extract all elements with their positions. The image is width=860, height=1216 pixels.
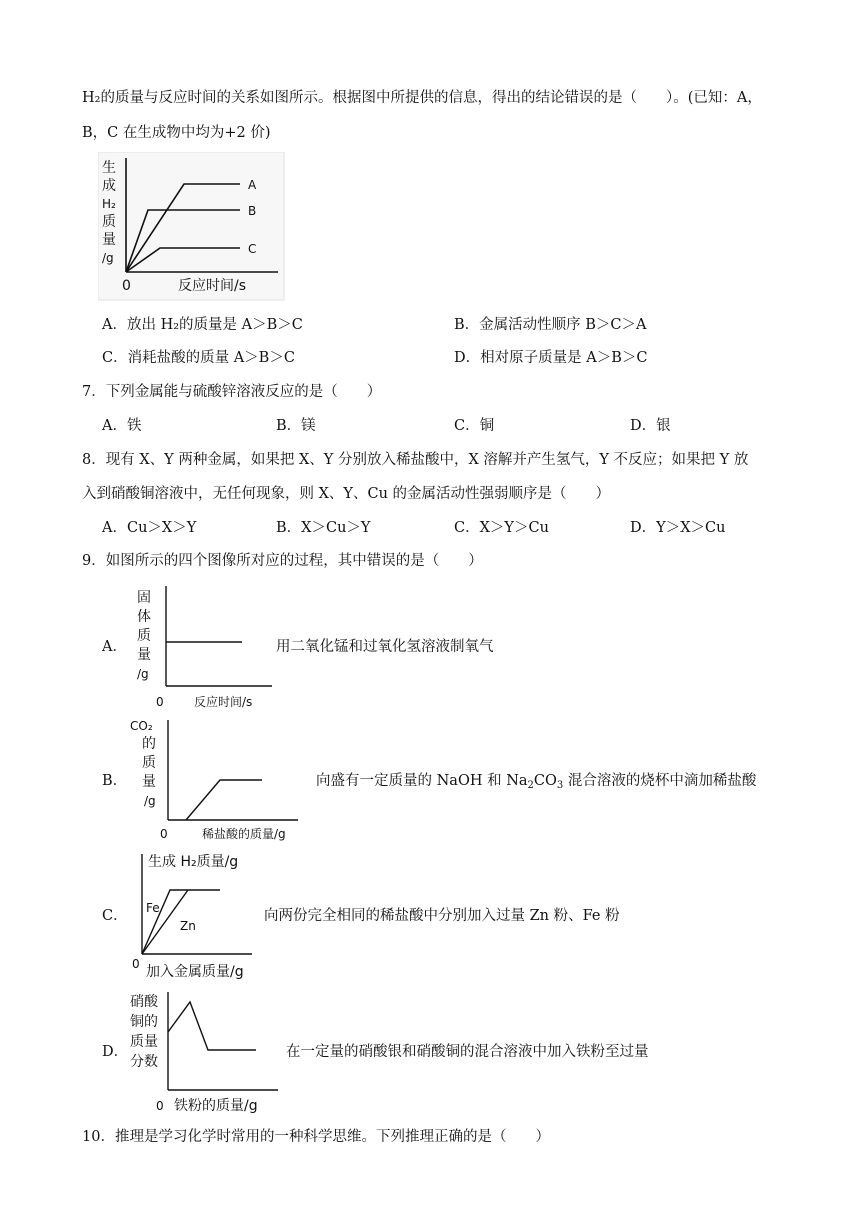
q9-c-origin: 0 xyxy=(132,957,140,971)
q6-option-d: D．相对原子质量是 A＞B＞C xyxy=(454,350,648,366)
q9-d-graph xyxy=(128,988,282,1116)
q9-a-ylabel-3: 量 xyxy=(137,647,151,663)
q9-a-x-axis-label: 反应时间/s xyxy=(194,695,253,709)
q9-a-ylabel-2: 质 xyxy=(137,628,151,644)
q6-series-C: C xyxy=(248,242,257,256)
q7-option-b: B．镁 xyxy=(276,418,316,434)
q6-option-b: B．金属活动性顺序 B＞C＞A xyxy=(454,317,647,333)
q7-option-d: D．银 xyxy=(630,418,671,434)
q9-b-line xyxy=(186,780,262,820)
q9-b-ylabel-4: /g xyxy=(144,794,156,808)
q7-option-a: A．铁 xyxy=(102,418,142,434)
q6-graph xyxy=(98,152,286,302)
q9-c-series-zn: Zn xyxy=(180,919,196,933)
q6-option-c: C．消耗盐酸的质量 A＞B＞C xyxy=(102,350,295,366)
q6-ylabel-4: 量 xyxy=(102,232,116,248)
q6-stem-line2: B，C 在生成物中均为+2 价) xyxy=(82,125,271,141)
q9-b-letter: B． xyxy=(102,773,128,789)
q9-b-ylabel-0: CO₂ xyxy=(130,719,153,733)
q6-series-B: B xyxy=(248,204,257,218)
q9-a-ylabel-0: 固 xyxy=(137,590,151,606)
q9-c-x-axis-label: 加入金属质量/g xyxy=(146,964,244,980)
q9-c-letter: C． xyxy=(102,908,128,924)
q6-ylabel-3: 质 xyxy=(102,214,116,230)
q6-ylabel-2: H₂ xyxy=(102,197,116,211)
q6-origin: 0 xyxy=(122,278,131,294)
q9-d-x-axis-label: 铁粉的质量/g xyxy=(174,1098,258,1114)
q6-ylabel-1: 成 xyxy=(102,178,116,194)
q9-d-ylabel-2: 质量 xyxy=(130,1034,158,1050)
q9-a-origin: 0 xyxy=(156,695,164,709)
q9-d-line xyxy=(168,1002,256,1050)
q6-stem-line1: H₂的质量与反应时间的关系如图所示。根据图中所提供的信息，得出的结论错误的是（ ）。(已知：A， xyxy=(82,90,762,106)
q9-c-series-fe: Fe xyxy=(146,901,160,915)
q9-b-ylabel-1: 的 xyxy=(142,736,156,752)
q8-stem-line1: 8．现有 X、Y 两种金属，如果把 X、Y 分别放入稀盐酸中，X 溶解并产生氢气，Y 不反应；如果把 Y 放 xyxy=(82,452,749,468)
q9-a-letter: A． xyxy=(102,639,127,655)
q8-option-b: B．X＞Cu＞Y xyxy=(276,520,371,536)
q9-a-ylabel-1: 体 xyxy=(137,609,151,625)
q9-a-graph xyxy=(128,582,278,714)
q9-d-caption: 在一定量的硝酸银和硝酸铜的混合溶液中加入铁粉至过量 xyxy=(286,1044,649,1060)
q9-d-ylabel-0: 硝酸 xyxy=(130,994,158,1010)
q9-b-origin: 0 xyxy=(160,827,168,841)
q8-option-c: C．X＞Y＞Cu xyxy=(454,520,549,536)
q9-d-ylabel-3: 分数 xyxy=(130,1054,158,1070)
q8-stem-line2: 入到硝酸铜溶液中，无任何现象，则 X、Y、Cu 的金属活动性强弱顺序是（ ） xyxy=(82,486,611,502)
q9-a-caption: 用二氧化锰和过氧化氢溶液制氧气 xyxy=(276,639,494,655)
q9-a-ylabel-4: /g xyxy=(137,667,149,681)
q9-d-origin: 0 xyxy=(156,1099,164,1113)
q6-series-A: A xyxy=(248,178,257,192)
q9-b-ylabel-3: 量 xyxy=(142,774,156,790)
q9-b-graph xyxy=(128,714,312,846)
q9-b-x-axis-label: 稀盐酸的质量/g xyxy=(202,827,286,841)
q6-x-axis-label: 反应时间/s xyxy=(178,278,247,294)
q7-stem: 7．下列金属能与硫酸锌溶液反应的是（ ） xyxy=(82,384,382,400)
q6-option-a: A．放出 H₂的质量是 A＞B＞C xyxy=(102,317,303,333)
q7-option-c: C．铜 xyxy=(454,418,495,434)
q8-option-d: D．Y＞X＞Cu xyxy=(630,520,726,536)
q9-d-letter: D． xyxy=(102,1044,129,1060)
q9-b-caption: 向盛有一定质量的 NaOH 和 $Na_2CO_3$ 混合溶液的烧杯中滴加稀盐酸 xyxy=(316,773,757,791)
q9-stem: 9．如图所示的四个图像所对应的过程，其中错误的是（ ） xyxy=(82,553,483,569)
q9-d-ylabel-1: 铜的 xyxy=(130,1014,158,1030)
q9-c-ylabel-0: 生成 H₂质量/g xyxy=(148,854,239,870)
q6-ylabel-5: /g xyxy=(102,251,114,265)
q8-option-a: A．Cu＞X＞Y xyxy=(102,520,197,536)
q9-b-ylabel-2: 质 xyxy=(142,755,156,771)
q9-c-caption: 向两份完全相同的稀盐酸中分别加入过量 Zn 粉、Fe 粉 xyxy=(264,908,620,924)
q10-stem: 10．推理是学习化学时常用的一种科学思维。下列推理正确的是（ ） xyxy=(82,1129,550,1145)
q9-c-graph xyxy=(126,848,262,980)
q6-ylabel-0: 生 xyxy=(102,160,116,176)
